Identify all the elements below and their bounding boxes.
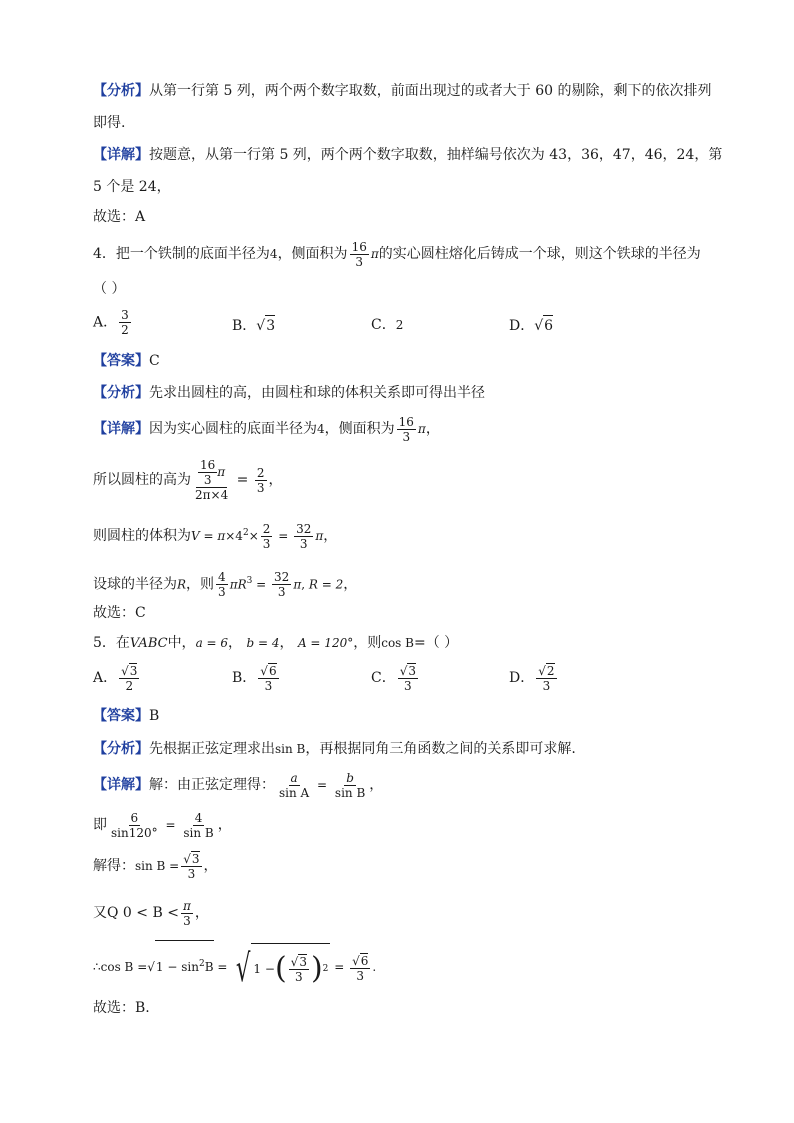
q5-answer: 【答案】B xyxy=(93,708,160,724)
q4-height-line: 所以圆柱的高为 $\frac{16}{3}$ π 2π×4 = $\frac{2}{3}$ ， xyxy=(93,458,283,502)
q5-analysis: 【分析】先根据正弦定理求出sin B，再根据同角三角函数之间的关系即可求解. xyxy=(93,741,576,757)
prev-choose: 故选：A xyxy=(93,209,146,225)
q5-option-c: C． $\frac{√3}{3}$ xyxy=(371,664,417,693)
q4-option-b: B．√3 xyxy=(232,315,275,336)
q4-option-a: A． $\frac{3}{2}$ xyxy=(93,308,129,337)
analysis-tag: 【分析】 xyxy=(93,83,149,99)
q5-jiede-line: 解得：sin B = $\frac{√3}{3}$ ， xyxy=(93,852,218,881)
lateral-area-fraction: $\frac{16}{3}$ xyxy=(351,239,367,269)
q4-option-d: D．√6 xyxy=(509,315,553,336)
q5-detail-sine-law: 【详解】解：由正弦定理得： $\frac{a}{\text{sin A}}$ = $\frac{b}{\text{sin B}}$ ， xyxy=(93,770,384,800)
q5-stem: 5．在VABC中，a = 6， b = 4， A = 120°，则cos B=（ ） xyxy=(93,635,459,651)
q4-choose: 故选：C xyxy=(93,605,146,621)
q5-choose: 故选：B. xyxy=(93,1000,150,1016)
big-radical: √ 1 − ( √3 3 ) 2 xyxy=(231,943,330,992)
prev-analysis-line1: 【分析】从第一行第 5 列，两个两个数字取数，前面出现过的或者大于 60 的剔除，剩下的依次排列 xyxy=(93,83,712,99)
q4-option-c: C．2 xyxy=(371,317,404,333)
q4-volume-line: 则圆柱的体积为$V = \pi\times 4^2\times$ $\frac{2}{3}$ = $\frac{32}{3}$ π， xyxy=(93,521,338,551)
q4-sphere-line: 设球的半径为R，则 $\frac{4}{3}$ $\pi R^3$ = $\frac{32}{3}$ π, R = 2， xyxy=(93,570,358,600)
q5-option-d: D． $\frac{√2}{3}$ xyxy=(509,664,555,693)
q4-paren: （ ） xyxy=(93,281,126,297)
prev-detail-line1: 【详解】按题意，从第一行第 5 列，两个两个数字取数，抽样编号依次为 43，36，47，46，24，第 xyxy=(93,147,723,163)
q5-option-a: A． $\frac{√3}{2}$ xyxy=(93,664,138,693)
q4-detail-line1: 【详解】因为实心圆柱的底面半径为4，侧面积为 $\frac{16}{3}$ π， xyxy=(93,414,440,444)
prev-detail-line2: 5 个是 24， xyxy=(93,179,171,195)
height-compound-fraction: $\frac{16}{3}$ π 2π×4 xyxy=(195,458,229,502)
prev-analysis-line2: 即得. xyxy=(93,115,126,131)
q5-cos-line: ∴cos $B =√1 - \sin^2B$ = √ 1 − ( √3 3 ) 2 = $\frac{√6}{3}$ . xyxy=(93,940,376,992)
q4-stem: 4．把一个铁制的底面半径为4，侧面积为 $\frac{16}{3}$ π的实心圆柱熔化后铸成一个球，则这个铁球的半径为 xyxy=(93,239,701,269)
q5-you-line: 又Q 0 < B < $\frac{\pi}{3}$ ， xyxy=(93,898,209,928)
q5-option-b: B． $\frac{√6}{3}$ xyxy=(232,664,277,693)
q4-analysis: 【分析】先求出圆柱的高，由圆柱和球的体积关系即可得出半径 xyxy=(93,385,485,401)
detail-tag: 【详解】 xyxy=(93,147,149,163)
q5-ji-line: 即 $\frac{6}{\sin 120^\circ}$ = $\frac{4}{\text{sin B}}$ ， xyxy=(93,810,232,840)
q4-answer: 【答案】C xyxy=(93,353,160,369)
